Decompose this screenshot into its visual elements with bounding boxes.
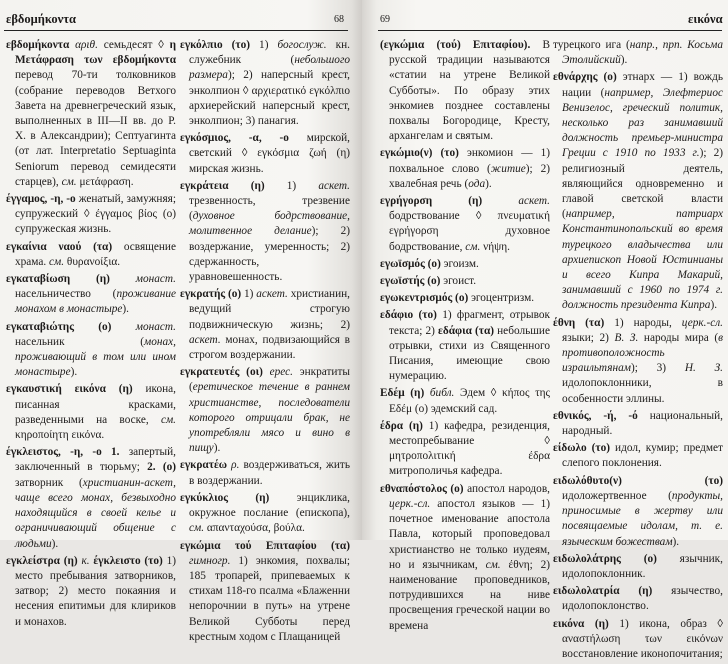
entry-text: насельник ( [15, 335, 145, 348]
column-1 [6, 38, 176, 632]
dictionary-entry [180, 179, 350, 285]
entry-text: 1) место пребывания затворников, затвор; 2) место покаяния и несения епитимьи для клириков и монахов. [15, 554, 176, 628]
entry-text: энкомион — 1) похвальное слово ( [389, 147, 550, 175]
entry-label: например, патриарх Константинопольский во время турецкого владычества или архиепископ Новой Юстинианы и всего Кипра Макарий, занимавший с 1960 по 1974 г. должность президента Кипра [562, 208, 723, 312]
entry-text: икона, писанная красками, разведенными на воске, [15, 383, 176, 426]
entry-headword: είδωλο (το) [553, 442, 616, 455]
dictionary-entry [553, 441, 723, 471]
dictionary-entry [6, 192, 176, 238]
entry-text: ). [213, 442, 221, 455]
entry-label: В. З. [614, 331, 644, 344]
entry-headword: Εδέμ (η) [380, 387, 430, 400]
entry-text: 1) [243, 288, 257, 301]
entry-label: духовное бодрствование, молитвенное делание [189, 210, 350, 238]
entry-text: трезвенность, трезвение ( [189, 195, 350, 223]
dictionary-entry [6, 554, 176, 630]
dictionary-entry [6, 382, 176, 443]
dictionary-entry [380, 194, 550, 255]
entry-headword: ειδωλόθυτο(ν) (το) [553, 474, 723, 487]
entry-label: ода [468, 177, 486, 190]
entry-label: к. [81, 554, 94, 567]
entry-text: перевод 70-ти толковников (собрание переводов Ветхого Завета на древнегреческий язык, выполненных в III—II вв. до Р. Х. в Александрии); Септуагинта (от лат. Interpretatio Septuaginta Seniorum перевод семидесяти старцев), [15, 69, 176, 188]
entry-label: богослуж. [277, 39, 336, 51]
entry-headword: εδάφιο (το) [380, 309, 443, 322]
dictionary-entry [380, 308, 550, 384]
entry-text: 1) кафедра, резиденция, местопребывание ◊ μητροπολιτική έδρα митрополичья кафедра. [389, 419, 550, 478]
entry-label: житие [490, 162, 526, 175]
entry-label: монаст. [135, 273, 176, 286]
entry-text: ). [51, 537, 59, 550]
dictionary-entry [180, 491, 350, 537]
entry-headword: εγκρατέω [180, 459, 232, 472]
entry-headword: έγκλειστος, -η, -ο 1. [6, 446, 129, 459]
entry-label: в противоположность израильтянам [562, 331, 724, 375]
entry-text: απανταχούσα, βούλα. [206, 522, 305, 535]
entry-label: аскет. [256, 288, 291, 301]
entry-text: национальный, народный. [562, 409, 723, 438]
entry-headword: εγκράτεια (η) [180, 179, 287, 192]
entry-headword: εγκρατευτές (οι) [180, 366, 270, 379]
entry-headword: εγκόσμιος, -α, -ο [180, 132, 307, 145]
entry-text: христианин, ведущий строгую подвижническую жизнь; 2) [189, 288, 351, 331]
dictionary-entry [380, 482, 550, 634]
column-3 [380, 38, 550, 636]
entry-text: ). [620, 54, 628, 67]
entry-headword: εγκύκλιος (η) [180, 491, 297, 504]
entry-text: идол, кумир; предмет слепого поклонения. [562, 442, 723, 470]
entry-text: ). [70, 366, 78, 379]
entry-text: ); 3) [630, 362, 685, 375]
right-page [362, 0, 728, 660]
entry-text: воздерживаться, жить в воздержании. [189, 459, 350, 487]
dictionary-entry [6, 445, 176, 551]
entry-text: языки; 2) [562, 331, 615, 344]
entry-headword: εθνάρχης (ο) [553, 71, 623, 84]
entry-label: см. [485, 558, 509, 571]
dictionary-entry [180, 131, 350, 177]
entry-text: ). [710, 299, 718, 312]
entry-text: запертый, заключенный в тюрьму; [15, 446, 176, 474]
dictionary-entry [180, 458, 350, 488]
entry-label: например, Элефтериос Венизелос, греческий политик, несколько раз занимавший должность премьер-министра Греции с 1910 по 1933 г. [562, 86, 723, 160]
entry-text: этнарх — 1) вождь нации ( [562, 71, 724, 99]
running-head-left: εβδομήκοντα [6, 12, 77, 26]
entry-headword: εικόνα (η) [553, 617, 620, 630]
entry-text: В русской традиции называются «статии на утрене Великой Субботы». По образу этих энкомиев позднее составлены похвалы Богородице, Кресту, архангелам и святым. [389, 39, 550, 143]
entry-headword: εγκόλπιο (το) [180, 39, 260, 51]
entry-headword: εγκαίνια ναού (τα) [6, 240, 124, 253]
dictionary-entry [553, 70, 723, 313]
entry-headword: εβδομήκοντα [6, 39, 76, 51]
entry-label: см. [160, 413, 176, 426]
entry-text: апостол народов, [467, 482, 550, 495]
entry-text: мирской, светский ◊ εγκόσμια ζωή (η) мирская жизнь. [189, 132, 350, 175]
entry-headword: ειδωλολάτρης (ο) [553, 552, 680, 565]
entry-headword: ειδωλολατρία (η) [553, 585, 672, 598]
entry-headword: έγκλειστο (το) [93, 554, 167, 567]
entry-headword: εγκώμιο(ν) (το) [380, 147, 467, 160]
entry-text: θυρανοίξια. [66, 255, 121, 268]
entry-text: μετάφραση. [79, 175, 134, 188]
entry-headword: εγκαυστική εικόνα (η) [6, 383, 146, 396]
entry-text: ); 2) религиозный деятель, являющийся одновременно и главой светской власти ( [562, 147, 723, 221]
entry-label: Н. З. [684, 362, 723, 375]
entry-text: затворник ( [15, 476, 83, 489]
page-number-right: 69 [380, 14, 390, 25]
entry-headword: εγωϊσμός (ο) [380, 257, 444, 270]
entry-text: идолопоклонники, в особенности эллины. [562, 377, 723, 405]
dictionary-entry [180, 539, 350, 645]
entry-headword: εγκαταβιώτης (ο) [6, 320, 136, 333]
entry-label: см. [465, 240, 484, 253]
entry-headword: (εγκώμια (τού) Επιταφίου). [380, 39, 543, 51]
entry-label: христианин-аскет, чаще всего монах, безвыходно находящийся в своей келье и ограничивающий общение с людьми [15, 476, 176, 550]
dictionary-entry [180, 287, 350, 363]
entry-text: энциклика, окружное послание (епископа), [189, 491, 350, 520]
header-rule-left [4, 30, 348, 31]
entry-headword: εγρήγορση (η) [380, 195, 519, 208]
entry-label: напр., прп. Косьма Этолийский [562, 39, 723, 67]
entry-text: 1) народы, [614, 316, 682, 329]
dictionary-entry [6, 272, 176, 318]
entry-text: 1) энкомия, похвалы; 185 тропарей, припеваемых к стихам 118-го псалма «Блаженни непорочнии в путь» на утрене Великой Субботы перед крестным ходом с Плащаницей [189, 554, 350, 643]
entry-label: ρ. [231, 459, 244, 472]
entry-label: церк.-сл. [681, 316, 723, 329]
entry-text: монах, подвизающийся в строгом воздержании. [189, 333, 350, 362]
entry-text: энкратиты ( [189, 366, 350, 394]
entry-label: проживание монахом в монастыре [15, 288, 176, 316]
entry-text: Эдем ◊ κήπος της Εδέμ (ο) эдемский сад. [389, 387, 550, 415]
entry-text: νήψη. [483, 240, 510, 253]
entry-text: язычник, идолопоклонник. [562, 552, 723, 580]
entry-label: церк.-сл. [389, 497, 438, 510]
entry-label: см. [189, 522, 207, 535]
entry-label: еретическое течение в раннем христианстве, последователи которого отрицали брак, не употребляли мясо и вино в пищу [189, 381, 350, 455]
column-2 [180, 38, 350, 647]
dictionary-entry [380, 419, 550, 480]
entry-headword: εγκλείστρα (η) [6, 554, 82, 567]
entry-headword: εθναπόστολος (ο) [380, 482, 468, 495]
entry-label: гимногр. [189, 554, 239, 567]
entry-text: 1) фрагмент, отрывок текста; 2) [389, 309, 550, 337]
entry-text: έθνη; 2) наименование проповедников, потрудившихся на ниве просвещения греческой нации во времена [389, 558, 551, 632]
dictionary-entry [6, 320, 176, 381]
entry-text: ). [485, 177, 492, 190]
dictionary-entry [553, 38, 723, 68]
entry-text: 1) икона, образ ◊ αναστήλωση των εικόνων восстановление иконопочитания; [562, 617, 723, 660]
entry-text: κηροποίητη εικόνα. [15, 429, 105, 442]
entry-text: эгоизм. [443, 257, 479, 270]
entry-text: семьдесят ◊ [103, 39, 170, 51]
entry-headword: εγκώμια τού Επιταφίου (τα) [180, 539, 350, 552]
entry-label: аскет. [518, 195, 550, 208]
dictionary-entry [380, 274, 550, 289]
entry-label: библ. [429, 387, 461, 400]
entry-headword: έγγαμος, -η, -ο [6, 193, 79, 206]
dictionary-entry [180, 365, 350, 456]
dictionary-entry [553, 617, 723, 663]
entry-text: ); 2) наперсный крест, энколпион ◊ αρχιερατικό εγκόλπιο архиерейский наперсный крест, энколпион; 3) панагия. [189, 69, 350, 128]
dictionary-entry [553, 584, 723, 614]
entry-headword: εγωϊστής (ο) [380, 275, 444, 288]
entry-headword: εγωκεντρισμός (ο) [380, 292, 472, 305]
entry-text: кн. служебник ( [189, 39, 350, 67]
entry-text: ). [122, 303, 130, 316]
entry-label: аскет. [318, 179, 350, 192]
entry-label: монаст. [135, 320, 176, 333]
entry-text: ); 2) воздержание, умеренность; 2) сдержанность, уравновешенность. [189, 225, 350, 284]
entry-label: аскет. [189, 333, 226, 346]
entry-headword: εδάφια (τα) [438, 324, 498, 337]
header-rule-right [378, 30, 722, 31]
entry-text: небольшие отрывки, стихи из Священного Писания, имеющие свою нумерацию. [389, 324, 550, 383]
entry-text: насельничество ( [15, 288, 117, 301]
entry-text: турецкого ига ( [553, 39, 630, 51]
dictionary-entry [380, 291, 550, 306]
column-4 [553, 38, 723, 664]
entry-text: женатый, замужняя; супружеский ◊ έγγαμος βίος (ο) супружеская жизнь. [15, 193, 177, 236]
dictionary-entry [380, 386, 550, 416]
dictionary-entry [180, 38, 350, 129]
dictionary-entry [6, 38, 176, 190]
entry-text: апостол языков — 1) почетное именование апостола Павла, который проповедовал христианство не только иудеям, но и язычникам, [389, 497, 550, 571]
entry-headword: εγκρατής (ο) [180, 288, 244, 301]
entry-headword: έδρα (η) [380, 419, 429, 432]
entry-label: ерес. [269, 366, 300, 379]
dictionary-entry [380, 146, 550, 192]
entry-label: см. [49, 255, 67, 268]
running-head-right: εικόνα [688, 12, 723, 26]
entry-label: продукты, приносимые в жертву или посвящаемые идолам, т. е. языческим божествам [562, 489, 723, 548]
entry-text: 1) [286, 179, 319, 192]
entry-label: небольшого размера [189, 54, 350, 82]
entry-label: αριθ. [75, 39, 104, 51]
entry-text: ). [672, 535, 680, 548]
entry-text: ); 2) хвалебная речь ( [389, 162, 550, 190]
entry-text: эгоцентризм. [471, 292, 535, 305]
entry-label: монах, проживающий в том или ином монастыре [15, 335, 176, 379]
entry-text: народы мира ( [643, 331, 719, 344]
dictionary-entry [553, 316, 723, 407]
entry-text: освящение храма. [15, 240, 176, 268]
entry-headword: εγκαταβίωση (η) [6, 273, 136, 286]
dictionary-entry [380, 38, 550, 144]
dictionary-entry [553, 474, 723, 550]
entry-headword: 2. (ο) [147, 461, 176, 474]
entry-headword: η Μετάφραση των εβδομήκοντα [15, 39, 176, 67]
entry-text: язычество, идолопоклонство. [562, 585, 723, 613]
entry-text: 1) [259, 39, 278, 51]
page-number-left: 68 [334, 14, 344, 25]
dictionary-entry [6, 240, 176, 270]
dictionary-entry [380, 257, 550, 272]
entry-headword: έθνη (τα) [553, 316, 615, 329]
entry-headword: εθνικός, -ή, -ό [553, 409, 650, 422]
entry-text: бодрствование ◊ πνευματική εγρήγορση духовное бодрствование, [389, 210, 550, 253]
dictionary-entry [553, 552, 723, 582]
left-page [0, 0, 362, 643]
entry-text: идоложертвенное ( [562, 489, 672, 502]
entry-text: эгоист. [443, 275, 477, 288]
dictionary-entry [553, 409, 723, 439]
entry-label: см. [61, 175, 80, 188]
